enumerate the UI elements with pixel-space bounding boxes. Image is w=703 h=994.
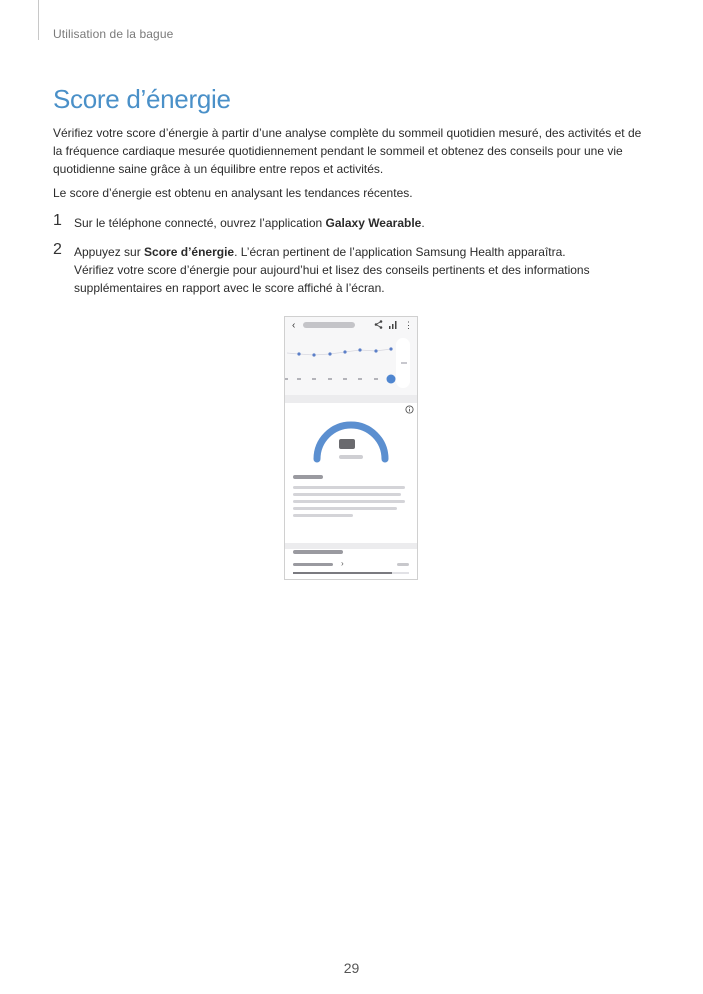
page-title: Score d’énergie xyxy=(53,84,231,114)
footer-heading-placeholder xyxy=(293,550,343,554)
section-header: Utilisation de la bague xyxy=(53,27,174,41)
trend-point xyxy=(389,347,392,350)
day-label xyxy=(297,378,301,380)
page-number: 29 xyxy=(343,960,360,976)
day-label xyxy=(285,378,288,380)
more-options-icon: ⋮ xyxy=(404,320,413,330)
step-text-continued: Vérifiez votre score d’énergie pour aujourd’hui et lisez des conseils pertinents et des informations supplémentaires en rapport avec le score affiché à l’écran. xyxy=(74,263,590,295)
back-arrow-icon: ‹ xyxy=(292,320,296,331)
app-name: Galaxy Wearable xyxy=(325,216,422,230)
share-icon xyxy=(374,320,383,329)
trend-point xyxy=(328,352,331,355)
phone-screenshot xyxy=(284,316,418,580)
trend-point xyxy=(297,352,300,355)
advice-text-placeholder xyxy=(293,500,405,503)
score-value-placeholder xyxy=(339,439,355,449)
footer-value-placeholder xyxy=(397,563,409,566)
chevron-right-icon: › xyxy=(341,559,344,568)
trend-point xyxy=(312,353,315,356)
step-number: 1 xyxy=(53,212,62,229)
selected-day-marker xyxy=(387,375,396,384)
score-caption-placeholder xyxy=(339,455,363,459)
note-paragraph: Le score d’énergie est obtenu en analysant les tendances récentes. xyxy=(53,186,413,200)
progress-track xyxy=(293,572,409,574)
trend-chart xyxy=(285,335,417,391)
screen-title-placeholder xyxy=(303,322,355,328)
day-label xyxy=(374,378,378,380)
advice-text-placeholder xyxy=(293,514,353,517)
step-number: 2 xyxy=(53,241,62,258)
advice-text-placeholder xyxy=(293,507,397,510)
progress-fill xyxy=(293,572,392,574)
day-label xyxy=(328,378,332,380)
advice-heading-placeholder xyxy=(293,475,323,479)
margin-rule xyxy=(38,0,39,40)
step-2 xyxy=(53,243,653,297)
advice-text-placeholder xyxy=(293,493,401,496)
step-1 xyxy=(53,214,653,232)
value-label xyxy=(401,362,407,364)
day-label xyxy=(358,378,362,380)
menu-name: Score d’énergie xyxy=(144,245,235,259)
info-icon xyxy=(405,405,414,414)
divider xyxy=(285,543,417,549)
trend-point xyxy=(374,349,377,352)
step-text: Sur le téléphone connecté, ouvrez l’application Galaxy Wearable. xyxy=(74,216,425,230)
divider xyxy=(285,395,417,403)
trend-point xyxy=(343,350,346,353)
footer-link-placeholder[interactable] xyxy=(293,563,333,566)
advice-text-placeholder xyxy=(293,486,405,489)
day-label xyxy=(343,378,347,380)
day-label xyxy=(312,378,316,380)
step-text: Appuyez sur Score d’énergie. L’écran pertinent de l’application Samsung Health apparaîtra. xyxy=(74,245,566,259)
signal-bars-icon xyxy=(389,321,398,329)
intro-paragraph: Vérifiez votre score d’énergie à partir d’une analyse complète du sommeil quotidien mesuré, des activités et de la fréquence cardiaque mesurée quotidiennement pendant le sommeil et obtenez des conseils pour une vie quotidienne saine grâce à un équilibre entre repos et activités. xyxy=(53,126,642,176)
trend-point xyxy=(358,348,361,351)
